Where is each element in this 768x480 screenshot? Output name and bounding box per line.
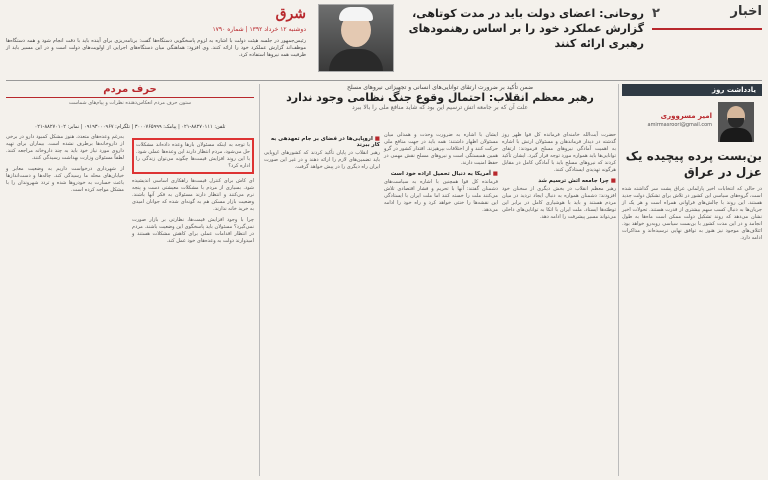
section-subtitle: ستون حرف مردم انعکاس‌دهنده نظرات و پیام‌های شماست: [68, 100, 192, 106]
author-email: amirmasroori@gmail.com: [647, 122, 712, 128]
page-header: [0, 0, 768, 78]
highlighted-letter: با توجه به اینکه مسئولان بارها وعده داده‌اند مشکلات حل می‌شود، مردم انتظار دارند این وعده‌ها عملی شود. با این روند افزایش قیمت‌ها چگونه می‌توان زندگی را اداره کرد؟: [132, 138, 254, 174]
letter-text: به‌رغم وعده‌های متعدد، هنوز مشکل کمبود دارو در برخی از داروخانه‌ها برطرف نشده است. بیماران برای تهیه داروی مورد نیاز خود باید به چند داروخانه مراجعه کنند. لطفاً مسئولان وزارت بهداشت رسیدگی کنند.: [6, 134, 124, 161]
contact-numbers: تلفن: ۸۸۲۷۰۱۱۱-۰۲۱ | پیامک: ۳۰۰۰۷۶۵۹۹۹ | تلگرام: ۰۹۱۹۳۰۰۰۹۶۷ | نمابر: ۸۸۲۷۰۱۰۲-۰۲۱: [34, 124, 226, 130]
letter-text: از شهرداری درخواست داریم به وضعیت معابر و خیابان‌های محله ما رسیدگی کند. چاله‌ها و دست‌اندازها باعث خسارت به خودروها شده و تردد شهروندان را با مشکل مواجه کرده است.: [6, 166, 124, 193]
opinion-body: در حالی که انتخابات اخیر پارلمانی عراق پشت سر گذاشته شده است، گروه‌های سیاسی این کشور در تلاش برای تشکیل دولت جدید هستند. این روند با چالش‌های فراوانی همراه است و هر یک از جریان‌ها به دنبال کسب سهم بیشتری از قدرت هستند. تحولات اخیر نشان می‌دهد که روند تشکیل دولت ممکن است ماه‌ها به طول انجامد و در این مدت کشور با بن‌بست سیاسی روبه‌رو خواهد بود. ائتلاف‌های موجود نیز هنوز به توافق نهایی نرسیده‌اند و مذاکرات ادامه دارد.: [622, 186, 762, 241]
article-col-3: [264, 132, 380, 171]
header-masthead: [6, 6, 306, 74]
article-title: رهبر معظم انقلاب: احتمال وقوع جنگ نظامی وجود ندارد: [286, 91, 594, 104]
people-voice-column: [6, 84, 254, 476]
article-paragraph: فرمانده کل قوا همچنین با اشاره به سیاست‌های دشمنان گفتند: آنها با تحریم و فشار اقتصادی تلاش می‌کنند ملت را خسته کنند اما ملت ایران با ایستادگی این نقشه‌ها را خنثی خواهد کرد و راه خود را ادامه می‌دهد.: [384, 179, 498, 213]
news-article: [264, 84, 616, 476]
column-divider: [259, 84, 260, 476]
article-paragraph: رهبر معظم انقلاب در بخش دیگری از سخنان خود افزودند: دشمنان همواره به دنبال ایجاد تردید در میان مردم هستند و باید با هوشیاری کامل در برابر این توطئه‌ها ایستاد. ملت ایران با اتکا به توانایی‌های داخلی می‌تواند مسیر پیشرفت را ادامه دهد.: [502, 186, 616, 220]
article-col-1: [502, 132, 616, 221]
main-headline: روحانی: اعضای دولت باید در مدت کوتاهی، گزارش عملکرد خود را بر اساس رهنمودهای رهبری ارائه کنند: [408, 7, 644, 50]
letters-col-1: [132, 134, 254, 245]
section-banner: [652, 4, 762, 30]
opinion-column: [622, 84, 762, 476]
headline-lead: رئیس‌جمهور در جلسه هیئت دولت با اشاره به لزوم پاسخگویی دستگاه‌ها گفت: برنامه‌ریزی برای آینده باید با دقت انجام شود و همه دستگاه‌ها موظف‌اند گزارش عملکرد خود را ارائه کنند. وی افزود: هماهنگی میان دستگاه‌های اجرایی از اولویت‌های دولت است و در این مسیر باید از ظرفیت همه نیروها استفاده کرد.: [6, 38, 306, 58]
section-name: اخبار: [730, 4, 762, 19]
header-rule: [6, 80, 762, 81]
opinion-title: بن‌بست پرده پیچیده یک عزل در عراق: [625, 149, 762, 179]
dateline: دوشنبه ۱۲ خرداد ۱۳۹۲ | شماره ۱۷۹۰: [212, 26, 306, 33]
inner-heading: ■ آمریکا به دنبال تحمیل اراده خود است: [384, 171, 498, 177]
article-paragraph: حضرت آیت‌الله خامنه‌ای فرمانده کل قوا ظهر روز گذشته در دیدار فرماندهان و مسئولان ارتش با اشاره به اهمیت آمادگی نیروهای مسلح فرمودند: ارتقای توانایی‌ها باید همواره مورد توجه قرار گیرد. ایشان تأکید کردند که نیروهای مسلح باید با آمادگی کامل در مقابل هرگونه تهدیدی ایستادگی کنند.: [502, 132, 616, 173]
article-col-2: [384, 132, 498, 214]
inner-heading: ■ چرا جامعه اتش ترسیم شد: [502, 178, 616, 184]
article-subtitle: علت آن که بر جامعه اتش ترسیم این بود که شاید منافع ملی را بالا ببرد: [351, 104, 528, 111]
column-label: یادداشت روز: [622, 84, 762, 96]
article-supertitle: ضمن تأکید بر ضرورت ارتقای توانایی‌های انسانی و تجهیزاتی نیروهای مسلح: [346, 84, 534, 91]
section-title: حرف مردم: [6, 84, 254, 98]
author-photo: [718, 102, 754, 142]
letters-col-2: [6, 134, 124, 194]
article-paragraph: ایشان با اشاره به ضرورت وحدت و همدلی میان مسئولان اظهار داشتند: همه باید در جهت منافع ملی حرکت کنند و از اختلافات بپرهیزند. اقتدار کشور در گرو همین همبستگی است و نیروهای مسلح نقش مهمی در حفظ امنیت دارند.: [384, 132, 498, 166]
column-divider: [618, 84, 619, 476]
newspaper-logo: شرق: [275, 6, 306, 22]
letter-text: ای کاش برای کنترل قیمت‌ها راهکاری اساسی اندیشیده شود. بسیاری از مردم با مشکلات معیشتی دست و پنجه نرم می‌کنند و انتظار دارند مسئولان به فکر آنها باشند. وضعیت بازار مسکن هم به گونه‌ای شده که جوانان امیدی به خرید خانه ندارند.: [132, 178, 254, 212]
author-name: امیر مسرووری: [660, 112, 712, 120]
letter-text: چرا با وجود افزایش قیمت‌ها، نظارتی بر بازار صورت نمی‌گیرد؟ مسئولان باید پاسخگوی این وضعیت باشند. مردم در انتظار اقدامات عملی برای کاهش مشکلات هستند و امیدوارند دولت به وعده‌های خود عمل کند.: [132, 217, 254, 244]
page-number: ۲: [652, 6, 660, 21]
article-paragraph: رهبر انقلاب در پایان تأکید کردند که کشورهای اروپایی باید تضمین‌های لازم را ارائه دهند و در غیر این صورت ایران راه دیگری را در پیش خواهد گرفت.: [264, 150, 380, 170]
president-photo: [318, 4, 394, 72]
inner-heading: ■ اروپایی‌ها در فضای بر جام تعهدهی به کار ببرند: [264, 136, 380, 148]
